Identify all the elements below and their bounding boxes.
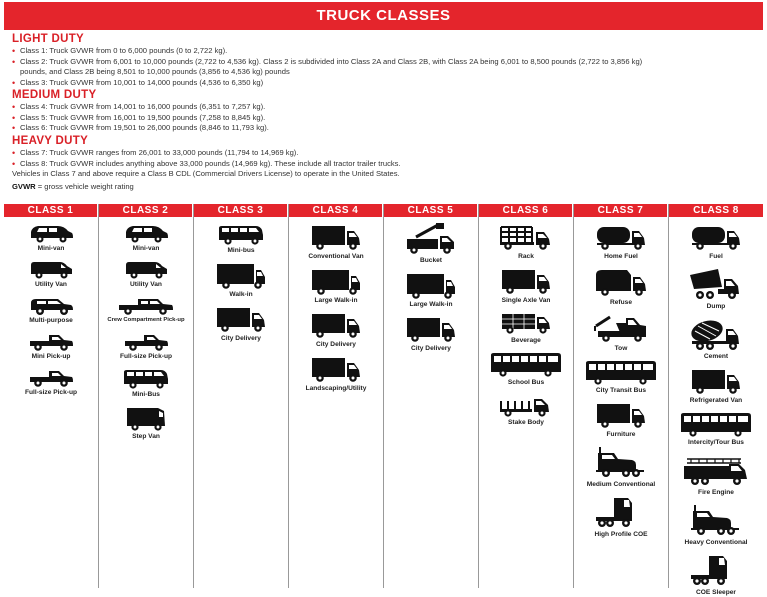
class-header: CLASS 5	[384, 204, 478, 217]
vehicle-item	[669, 317, 763, 361]
vehicle-label: Utility Van	[130, 281, 162, 288]
pickup-icon	[27, 367, 75, 387]
box-truck-icon	[309, 223, 363, 251]
box-truck-icon	[689, 367, 743, 395]
vehicle-item	[4, 223, 98, 253]
vehicle-item	[479, 267, 573, 305]
vehicle-item	[669, 223, 763, 261]
duty-item-continuation: pounds, and Class 2B being 8,501 to 10,000 pounds (3,856 to 4,536 kg) pounds	[20, 67, 290, 77]
vehicle-item	[289, 267, 383, 305]
vehicle-item	[289, 223, 383, 261]
class-column-1	[4, 204, 99, 588]
coe-tractor-icon	[594, 495, 648, 529]
duty-item: • Class 7: Truck GVWR ranges from 26,001 to 33,000 pounds (11,794 to 14,969 kg).	[12, 148, 757, 159]
vehicle-label: Stake Body	[508, 419, 544, 426]
duty-heading-medium: MEDIUM DUTY	[12, 89, 97, 102]
vehicle-item	[669, 267, 763, 311]
vehicle-item	[669, 453, 763, 497]
vehicle-label: City Delivery	[316, 341, 356, 348]
vehicle-label: Mini-van	[132, 245, 160, 252]
gvwr-definition	[12, 181, 757, 192]
vehicle-item	[384, 223, 478, 265]
vehicle-item	[4, 331, 98, 361]
vehicle-item	[99, 259, 193, 289]
vehicle-item	[194, 223, 288, 255]
vehicle-label: Intercity/Tour Bus	[688, 439, 744, 446]
vehicle-item	[669, 411, 763, 447]
walk-in-icon	[404, 271, 458, 299]
vehicle-label: Furniture	[606, 431, 636, 438]
minibus-icon	[121, 367, 171, 389]
class-column-2	[99, 204, 194, 588]
vehicle-item	[479, 223, 573, 261]
vehicle-label: COE Sleeper	[696, 589, 736, 596]
tractor-icon	[689, 503, 743, 537]
vehicle-label: Tow	[614, 345, 628, 352]
utility-van-icon	[28, 259, 74, 279]
vehicle-item	[479, 393, 573, 427]
vehicle-label: Mini-van	[37, 245, 65, 252]
tow-truck-icon	[592, 313, 650, 343]
vehicle-label: City Delivery	[221, 335, 261, 342]
duty-item: • Class 4: Truck GVWR from 14,001 to 16,000 pounds (6,351 to 7,257 kg).	[12, 102, 757, 113]
class-columns	[4, 204, 763, 596]
class-header: CLASS 8	[669, 204, 763, 217]
class-header: CLASS 7	[574, 204, 668, 217]
vehicle-label: Walk-in	[229, 291, 253, 298]
duty-item: • Class 1: Truck GVWR from 0 to 6,000 pounds (0 to 2,722 kg).	[12, 46, 757, 57]
vehicle-item	[669, 367, 763, 405]
rack-truck-icon	[498, 223, 554, 251]
vehicle-label: Heavy Conventional	[684, 539, 748, 546]
class-column-6	[479, 204, 574, 588]
gvwr-def-text: = gross vehicle weight rating	[35, 181, 134, 191]
vehicle-label: Single Axle Van	[501, 297, 551, 304]
stake-body-icon	[498, 393, 554, 417]
duty-item: • Class 3: Truck GVWR from 10,001 to 14,000 pounds (4,536 to 6,350 kg)	[12, 78, 757, 89]
minibus-icon	[216, 223, 266, 245]
vehicle-item	[479, 351, 573, 387]
vehicle-item	[479, 311, 573, 345]
box-truck-icon	[499, 267, 553, 295]
vehicle-label: City Delivery	[411, 345, 451, 352]
bus-icon	[583, 359, 659, 385]
minivan-icon	[28, 223, 74, 243]
vehicle-label: Utility Van	[35, 281, 67, 288]
class-header: CLASS 6	[479, 204, 573, 217]
vehicle-item	[99, 223, 193, 253]
vehicle-label: Large Walk-in	[314, 297, 358, 304]
class-column-7	[574, 204, 669, 588]
class-column-4	[289, 204, 384, 588]
utility-van-icon	[123, 259, 169, 279]
pickup-icon	[27, 331, 75, 351]
vehicle-label: Crew Compartment Pick-up	[107, 317, 185, 323]
vehicle-label: Full-size Pick-up	[24, 389, 78, 396]
suv-icon	[28, 295, 74, 315]
tractor-icon	[594, 445, 648, 479]
duty-item: • Class 2: Truck GVWR from 6,001 to 10,000 pounds (2,722 to 4,536 kg). Class 2 is subdivided into Class 2A and Class 2B, with Class 2A being 6,001 to 8,500 pounds (2,722 to 3,856 kg)	[12, 57, 757, 68]
vehicle-item	[669, 553, 763, 597]
vehicle-item	[4, 259, 98, 289]
bucket-truck-icon	[404, 223, 458, 255]
vehicle-label: Refuse	[610, 299, 632, 306]
vehicle-label: Landscaping/Utility	[305, 385, 367, 392]
duty-list-light	[12, 46, 757, 67]
vehicle-label: Mini Pick-up	[31, 353, 71, 360]
vehicle-item	[4, 367, 98, 397]
vehicle-item	[384, 315, 478, 353]
vehicle-item	[574, 313, 668, 353]
gvwr-term: GVWR	[12, 181, 36, 191]
vehicle-item	[574, 359, 668, 395]
vehicle-label: Fire Engine	[698, 489, 734, 496]
vehicle-item	[4, 295, 98, 325]
coe-tractor-icon	[689, 553, 743, 587]
bus-icon	[488, 351, 564, 377]
vehicle-label: Full-size Pick-up	[119, 353, 173, 360]
vehicle-item	[574, 401, 668, 439]
duty-heading-light: LIGHT DUTY	[12, 33, 84, 45]
vehicle-item	[669, 503, 763, 547]
vehicle-item	[99, 295, 193, 325]
duty-item: • Class 5: Truck GVWR from 16,001 to 19,500 pounds (7,258 to 8,845 kg).	[12, 113, 757, 124]
box-truck-icon	[309, 311, 363, 339]
class-header: CLASS 3	[194, 204, 288, 217]
cement-mixer-icon	[688, 317, 744, 351]
dump-truck-icon	[688, 267, 744, 301]
bus-icon	[678, 411, 754, 437]
vehicle-label: Conventional Van	[308, 253, 364, 260]
box-truck-icon	[404, 315, 458, 343]
page-title: TRUCK CLASSES	[4, 2, 763, 30]
vehicle-label: Cement	[703, 353, 729, 360]
duty-item: • Class 6: Truck GVWR from 19,501 to 26,000 pounds (8,846 to 11,793 kg).	[12, 123, 757, 134]
fuel-truck-icon	[594, 223, 648, 251]
vehicle-item	[574, 495, 668, 539]
vehicle-label: Rack	[518, 253, 534, 260]
class-header: CLASS 2	[99, 204, 193, 217]
vehicle-item	[574, 223, 668, 261]
vehicle-item	[574, 267, 668, 307]
crew-pickup-icon	[116, 295, 176, 315]
vehicle-item	[194, 305, 288, 343]
vehicle-item	[384, 271, 478, 309]
class-header: CLASS 4	[289, 204, 383, 217]
class-column-5	[384, 204, 479, 588]
box-truck-icon	[214, 305, 268, 333]
vehicle-item	[574, 445, 668, 489]
vehicle-item	[289, 311, 383, 349]
vehicle-item	[194, 261, 288, 299]
vehicle-label: Bucket	[420, 257, 442, 264]
vehicle-label: Large Walk-in	[409, 301, 453, 308]
refuse-truck-icon	[593, 267, 649, 297]
box-truck-icon	[594, 401, 648, 429]
vehicle-label: Home Fuel	[604, 253, 638, 260]
step-van-icon	[124, 405, 168, 431]
duty-item: • Class 8: Truck GVWR includes anything above 33,000 pounds (14,969 kg). These include all tractor trailer trucks.	[12, 159, 757, 170]
duty-list-heavy	[12, 148, 757, 169]
walk-in-icon	[214, 261, 268, 289]
vehicle-label: Mini-bus	[227, 247, 255, 254]
vehicle-label: Dump	[706, 303, 726, 310]
vehicle-label: Refrigerated Van	[689, 397, 743, 404]
minivan-icon	[123, 223, 169, 243]
class-column-8	[669, 204, 763, 596]
duty-heading-heavy: HEAVY DUTY	[12, 134, 89, 147]
vehicle-label: Medium Conventional	[586, 481, 656, 488]
box-truck-icon	[309, 355, 363, 383]
vehicle-label: Step Van	[132, 433, 160, 440]
vehicle-item	[289, 355, 383, 393]
class-header: CLASS 1	[4, 204, 98, 217]
vehicle-item	[99, 405, 193, 441]
vehicle-label: School Bus	[507, 379, 545, 386]
fuel-truck-icon	[689, 223, 743, 251]
vehicle-label: Mini-Bus	[132, 391, 160, 398]
vehicle-label: Fuel	[709, 253, 723, 260]
vehicle-item	[99, 331, 193, 361]
beverage-truck-icon	[499, 311, 553, 335]
walk-in-icon	[309, 267, 363, 295]
class-definitions	[12, 32, 757, 192]
duty-list-medium	[12, 102, 757, 134]
vehicle-label: High Profile COE	[594, 531, 648, 538]
cdl-note: Vehicles in Class 7 and above require a Class B CDL (Commercial Drivers License) to operate in the United States.	[12, 169, 400, 179]
vehicle-label: City Transit Bus	[595, 387, 647, 394]
vehicle-label: Beverage	[511, 337, 541, 344]
pickup-icon	[122, 331, 170, 351]
vehicle-item	[99, 367, 193, 399]
vehicle-label: Multi-purpose	[29, 317, 73, 324]
class-column-3	[194, 204, 289, 588]
fire-engine-icon	[681, 453, 751, 487]
